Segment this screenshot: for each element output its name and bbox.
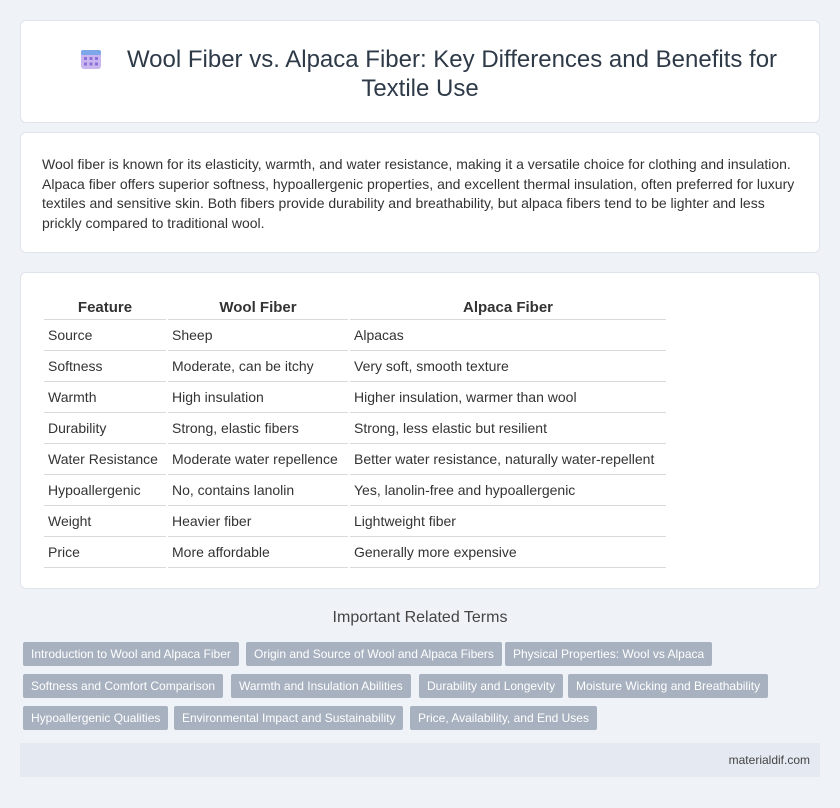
related-term-tag[interactable]: Physical Properties: Wool vs Alpaca bbox=[505, 642, 712, 666]
intro-card bbox=[20, 132, 820, 253]
related-term-tag[interactable]: Moisture Wicking and Breathability bbox=[568, 674, 768, 698]
feature-cell: Hypoallergenic bbox=[44, 475, 166, 506]
feature-cell: Water Resistance bbox=[44, 444, 166, 475]
page-title bbox=[21, 45, 819, 103]
column-header-wool: Wool Fiber bbox=[168, 297, 348, 320]
table-row bbox=[44, 475, 666, 506]
table-row bbox=[44, 320, 666, 351]
feature-cell: Softness bbox=[44, 351, 166, 382]
table-row bbox=[44, 351, 666, 382]
alpaca-cell: Very soft, smooth texture bbox=[350, 351, 666, 382]
alpaca-cell: Higher insulation, warmer than wool bbox=[350, 382, 666, 413]
column-header-alpaca: Alpaca Fiber bbox=[350, 297, 666, 320]
related-term-tag[interactable]: Durability and Longevity bbox=[419, 674, 563, 698]
related-term-tag[interactable]: Warmth and Insulation Abilities bbox=[231, 674, 411, 698]
header-card bbox=[20, 20, 820, 123]
related-term-tag[interactable]: Hypoallergenic Qualities bbox=[23, 706, 168, 730]
page-title-line-1: Wool Fiber vs. Alpaca Fiber: Key Differences and Benefits for bbox=[126, 46, 778, 73]
wool-cell: Moderate, can be itchy bbox=[168, 351, 348, 382]
footer bbox=[20, 743, 820, 777]
feature-cell: Durability bbox=[44, 413, 166, 444]
wool-cell: Heavier fiber bbox=[168, 506, 348, 537]
table-row bbox=[44, 444, 666, 475]
comparison-table-card bbox=[20, 272, 820, 589]
table-row bbox=[44, 413, 666, 444]
related-term-tag[interactable]: Softness and Comfort Comparison bbox=[23, 674, 223, 698]
wool-cell: Moderate water repellence bbox=[168, 444, 348, 475]
related-terms-title: Important Related Terms bbox=[332, 609, 508, 626]
table-row bbox=[44, 506, 666, 537]
alpaca-cell: Alpacas bbox=[350, 320, 666, 351]
alpaca-cell: Better water resistance, naturally water-repellent bbox=[350, 444, 666, 475]
intro-paragraph: Wool fiber is known for its elasticity, warmth, and water resistance, making it a versatile choice for clothing and insulation. Alpaca fiber offers superior softness, hypoallergenic properties, and excellent thermal insulation, often preferred for luxury textiles and sensitive skin. Both fibers provide durability and breathability, but alpaca fibers tend to be lighter and less prickly compared to traditional wool. bbox=[42, 156, 795, 232]
related-term-tag[interactable]: Price, Availability, and End Uses bbox=[410, 706, 597, 730]
related-term-tag[interactable]: Environmental Impact and Sustainability bbox=[174, 706, 403, 730]
related-term-tag[interactable]: Origin and Source of Wool and Alpaca Fibers bbox=[246, 642, 502, 666]
table-header-row bbox=[44, 297, 666, 320]
alpaca-cell: Strong, less elastic but resilient bbox=[350, 413, 666, 444]
alpaca-cell: Generally more expensive bbox=[350, 537, 666, 568]
feature-cell: Source bbox=[44, 320, 166, 351]
page-title-line-2: Textile Use bbox=[361, 75, 479, 102]
column-header-feature: Feature bbox=[44, 297, 166, 320]
wool-cell: No, contains lanolin bbox=[168, 475, 348, 506]
wool-cell: High insulation bbox=[168, 382, 348, 413]
wool-cell: Sheep bbox=[168, 320, 348, 351]
feature-cell: Price bbox=[44, 537, 166, 568]
feature-cell: Warmth bbox=[44, 382, 166, 413]
alpaca-cell: Lightweight fiber bbox=[350, 506, 666, 537]
table-row bbox=[44, 537, 666, 568]
footer-site-link[interactable]: materialdif.com bbox=[728, 753, 810, 767]
comparison-table bbox=[42, 297, 668, 568]
alpaca-cell: Yes, lanolin-free and hypoallergenic bbox=[350, 475, 666, 506]
wool-cell: More affordable bbox=[168, 537, 348, 568]
table-row bbox=[44, 382, 666, 413]
feature-cell: Weight bbox=[44, 506, 166, 537]
related-term-tag[interactable]: Introduction to Wool and Alpaca Fiber bbox=[23, 642, 239, 666]
wool-cell: Strong, elastic fibers bbox=[168, 413, 348, 444]
